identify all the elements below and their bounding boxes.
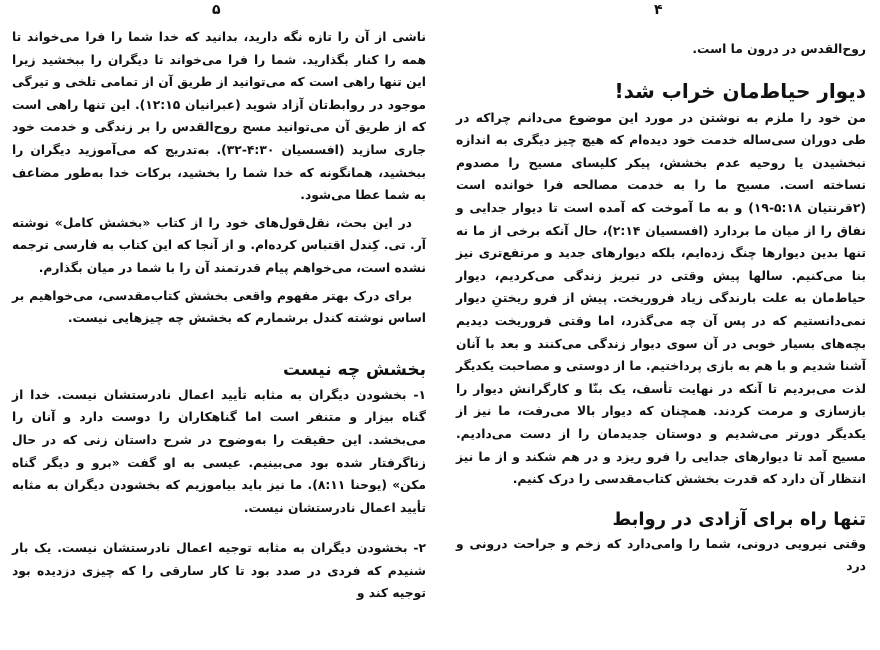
section-heading: بخشش چه نیست [283,359,426,380]
paragraph: در این بحث، نقل‌قول‌های خود را از کتاب «بخشش کامل» نوشته آر. تی. کِندل اقتباس کرده‌ام. و از آنجا که این کتاب به فارسی ترجمه نشده است، می‌خواهم پیام قدرتمند آن را با شما در میان بگذارم. [12,215,426,275]
page-number: ۵ [212,2,221,18]
left-text-column [12,26,426,610]
right-text-column [456,38,866,583]
paragraph: من خود را ملزم به نوشتن در مورد این موضوع می‌دانم چراکه در طی دوران سی‌ساله خدمت خود دیده‌ام که هیچ چیز دیگری به اندازه نبخشیدن یا روحیه عدم بخشش، پیکر کلیسای مسیح را مصدوم نساخته است. مسیح ما را به خدمت مصالحه فرا خوانده است (۲قرنتیان ۵:۱۸-۱۹) و به ما آموخت که آمده است تا دیوار جدایی و نفاق را از میان ما بردارد (افسسیان ۲:۱۴)، حال آنکه برخی از ما نه تنها بدین دیوارها چنگ زده‌ایم، بلکه دیوارهای جدید و مرتفع‌تری نیز بنا می‌کنیم. سالها پیش وقتی در تبریز زندگی می‌کردیم، دیوار حیاط‌مان به علت بارندگی زیاد فروریخت. پیش از فرو ریختنِ دیوار نمی‌دانستیم که در پس آن چه می‌گذرد، اما وقتی فروریخت دیدیم بچه‌های بسیار خوبی در آن سوی دیوار زندگی می‌کنند و بعد با آنان آشنا شدیم و با هم به بازی پرداختیم. ما از دوستی و مصاحبت یکدیگر لذت می‌بردیم تا آنکه در نهایت تأسف، یک بنّا و کارگرانش دیوار را بازسازی و مرمت کردند. همچنان که دیوار بالا می‌رفت، ما نیز از یکدیگر دورتر می‌شدیم و دوستان جدیدمان را از دست می‌دادیم. مسیح آمد تا دیوارهای جدایی را فرو ریزد و در هم شکند و از ما نیز انتظار آن دارد که قدرت بخشش کتاب‌مقدسی را درک کنیم. [456,110,866,487]
section-heading: دیوار حیاط‌مان خراب شد! [614,78,866,103]
paragraph: ۱- بخشودن دیگران به مثابه تأیید اعمال نادرستشان نیست. خدا از گناه بیزار و متنفر است اما گناهکاران را دوست دارد و آنان را می‌بخشد. این حقیقت را به‌وضوح در شرح داستان زنی که در حال زناگرفتار شده بود می‌بینیم. عیسی به او گفت «برو و دیگر گناه مکن» (یوحنا ۸:۱۱). ما نیز باید بیاموزیم که بخشودن دیگران به مثابه تأیید اعمال نادرستشان نیست. [12,387,426,515]
paragraph: برای درک بهتر مفهوم واقعی بخشش کتاب‌مقدسی، می‌خواهیم بر اساس نوشته کندل برشمارم که بخشش چه چیزهایی نیست. [12,288,426,326]
section-heading: تنها راه برای آزادی در روابط [612,508,866,530]
page-number: ۴ [654,2,663,18]
right-page [440,0,880,650]
paragraph: روح‌القدس در درون ما است. [692,42,866,56]
paragraph: وقتی نیرویی درونی، شما را وامی‌دارد که زخم و جراحت درونی و درد [456,536,866,574]
paragraph: ناشی از آن را تازه نگه دارید، بدانید که خدا شما را فرا می‌خواند تا همه را کنار بگذارید. شما را فرا می‌خواند تا دیگران را ببخشید زیرا این تنها راهی است که می‌توانید از طریق آن از تمامی تلخی و تیرگی موجود در روابط‌تان آزاد شوید (عبرانیان ۱۲:۱۵). این تنها راهی است که از طریق آن می‌توانید مسح روح‌القدس را بر زندگی و خدمت خود جاری سازید (افسسیان ۴:۳۰-۳۲). به‌تدریج که می‌آموزید دیگران را ببخشید، همانگونه که خدا شما را بخشید، برکات خدا به‌طور مضاعف به شما عطا می‌شود. [12,30,427,203]
paragraph: ۲- بخشودن دیگران به مثابه توجیه اعمال نادرستشان نیست. یک بار شنیدم که فردی در صدد بود تا کار سارقی را که چیزی دزدیده بود توجیه کند و [12,541,426,601]
